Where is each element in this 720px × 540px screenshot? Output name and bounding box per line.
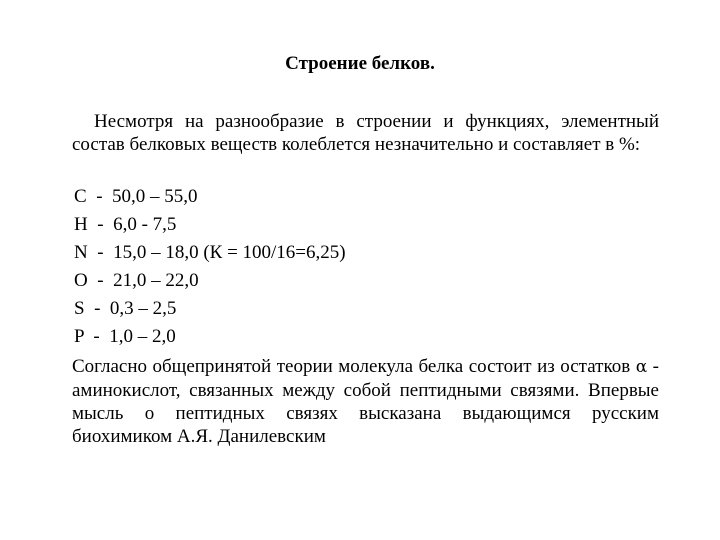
element-symbol: O — [74, 270, 88, 291]
intro-text: Несмотря на разнообразие в строении и функциях, элементный состав белковых веществ колеблется незначительно и составляет в %: — [72, 111, 659, 155]
element-symbol: P — [74, 326, 84, 347]
slide-title: Строение белков. — [285, 53, 435, 74]
element-range: 6,0 - 7,5 — [113, 214, 177, 235]
element-range: 0,3 – 2,5 — [109, 298, 177, 319]
element-range: 50,0 – 55,0 — [112, 186, 198, 207]
element-range: 21,0 – 22,0 — [113, 270, 199, 291]
element-symbol: С — [74, 186, 87, 207]
element-symbol: Н — [74, 214, 88, 235]
element-range: 1,0 – 2,0 — [109, 326, 176, 347]
element-row: N - 15,0 – 18,0 (К = 100/16=6,25) — [74, 242, 346, 263]
element-row: O - 21,0 – 22,0 — [74, 270, 199, 291]
element-range: 15,0 – 18,0 — [113, 242, 199, 263]
element-symbol: S — [74, 298, 85, 319]
element-note: (К = 100/16=6,25) — [203, 242, 346, 263]
element-row: Н - 6,0 - 7,5 — [74, 214, 177, 235]
closing-text-part2: - аминокислот, связанных между собой пептидными связями. Впервые мысль о пептидных связях высказана выдающимся русским биохимиком А.Я. Данилевским — [72, 356, 659, 447]
closing-text-part1: Согласно общепринятой теории молекула белка состоит из остатков — [72, 356, 631, 377]
closing-paragraph — [72, 355, 659, 448]
element-row: S - 0,3 – 2,5 — [74, 298, 177, 319]
element-row: P - 1,0 – 2,0 — [74, 326, 176, 347]
alpha-symbol: α — [635, 357, 648, 377]
element-row: С - 50,0 – 55,0 — [74, 186, 198, 207]
intro-paragraph — [72, 110, 659, 156]
element-composition-list — [74, 183, 634, 351]
element-symbol: N — [74, 242, 88, 263]
